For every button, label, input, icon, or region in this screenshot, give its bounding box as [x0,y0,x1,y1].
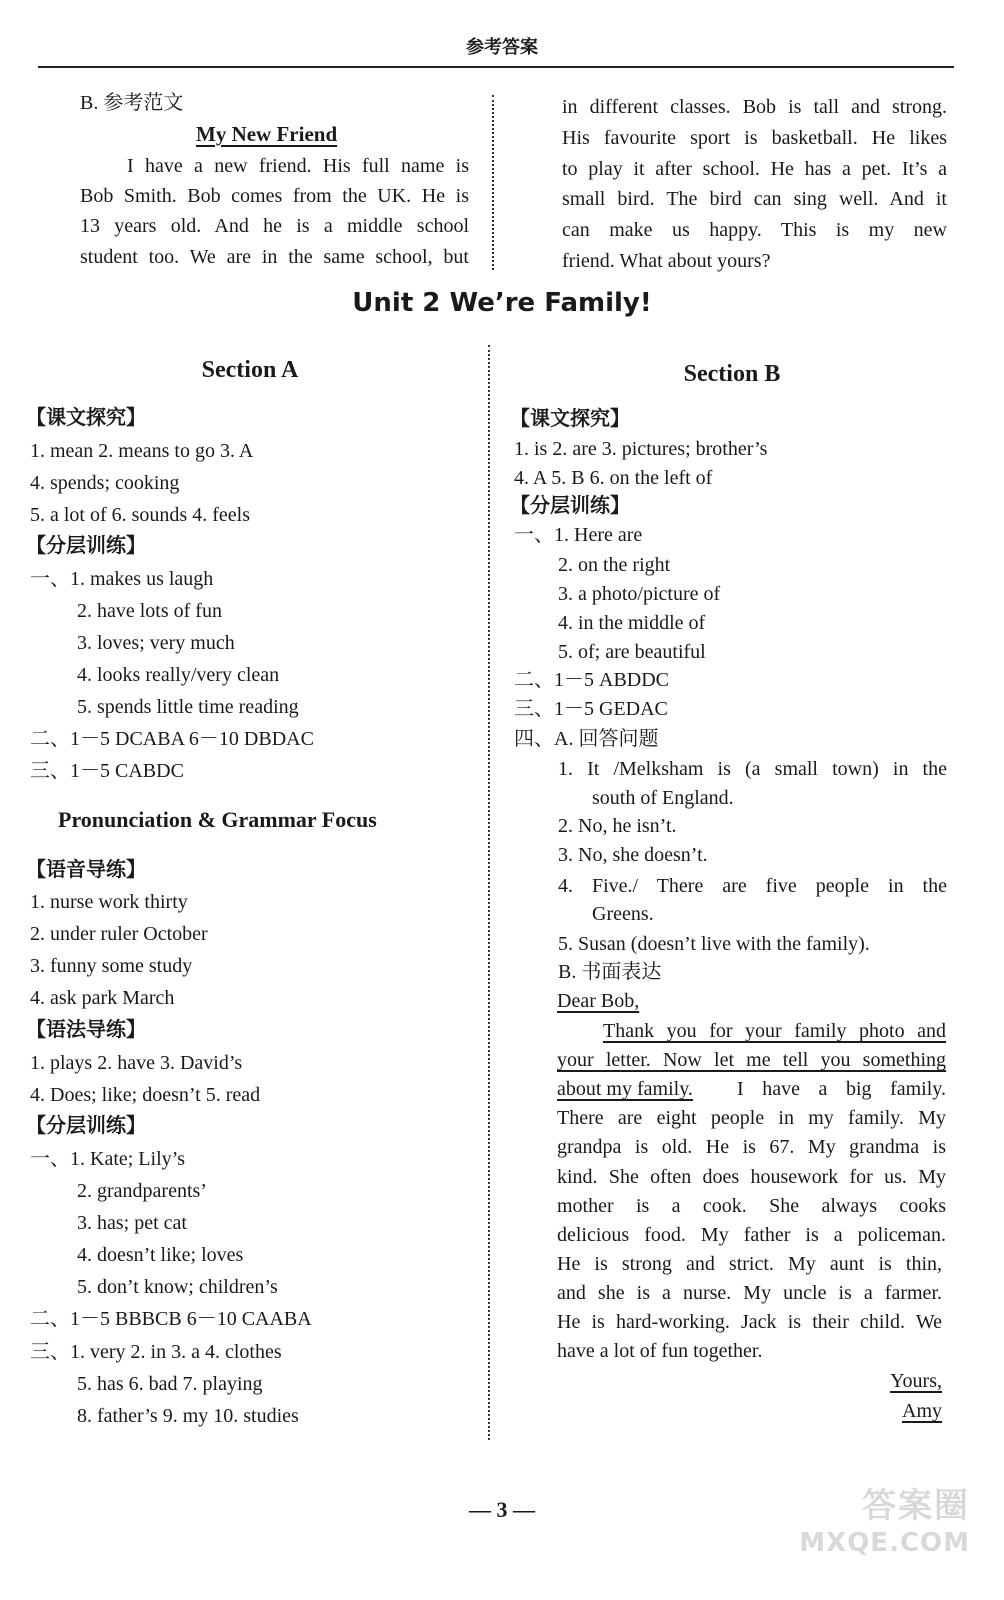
essay-line: in different classes. Bob is tall and strong. [562,96,947,118]
answer-line: 2. under ruler October [30,923,208,945]
essay-title: My New Friend [196,122,338,146]
letter-line: I have a big family. [737,1078,946,1100]
answer-line: 3. has; pet cat [77,1212,187,1234]
essay-line: can make us happy. This is my new [562,219,947,241]
essay-line: to play it after school. He has a pet. It’s a [562,158,947,180]
answer-line: 1. nurse work thirty [30,891,188,913]
answer-line: 5. spends little time reading [77,696,299,718]
answer-line: 二、1－5 ABDDC [514,669,670,691]
answer-line: 一、1. makes us laugh [30,568,214,590]
answer-line: 一、1. Kate; Lily’s [30,1148,185,1170]
header-rule [38,66,954,68]
pg-focus-heading: Pronunciation & Grammar Focus [58,807,377,832]
answer-line: 3. funny some study [30,955,193,977]
answer-line: 1. mean 2. means to go 3. A [30,440,254,462]
answer-line: south of England. [592,787,734,809]
letter-line: have a lot of fun together. [557,1340,763,1362]
column-divider-top [492,95,494,270]
letter-greeting: Dear Bob, [557,990,640,1012]
answer-line: 5. has 6. bad 7. playing [77,1373,263,1395]
letter-closing: Yours, [890,1370,942,1392]
essay-line: I have a new friend. His full name is [127,155,469,177]
essay-label: B. 参考范文 [80,92,184,114]
essay-line: Bob Smith. Bob comes from the UK. He is [80,185,469,207]
bracket-heading: 【课文探究】 [26,407,146,429]
letter-line: grandpa is old. He is 67. My grandma is [557,1136,946,1158]
essay-line: friend. What about yours? [562,250,771,272]
watermark-logo: 答案圈 [862,1486,970,1526]
letter-line: kind. She often does housework for us. My [557,1166,946,1188]
answer-line: 一、1. Here are [514,524,643,546]
answer-line: 4. spends; cooking [30,472,180,494]
answer-line: 三、1－5 GEDAC [514,698,668,720]
answer-line: 二、1－5 DCABA 6－10 DBDAC [30,728,314,750]
bracket-heading: 【课文探究】 [510,408,630,430]
letter-signature: Amy [902,1400,942,1422]
answer-line: 5. a lot of 6. sounds 4. feels [30,504,250,526]
answer-line: 2. on the right [558,554,671,576]
essay-line: small bird. The bird can sing well. And it [562,188,947,210]
letter-line: about my family. [557,1078,693,1100]
answer-line: 二、1－5 BBBCB 6－10 CAABA [30,1308,312,1330]
answer-line: 4. ask park March [30,987,175,1009]
letter-line: He is hard-working. Jack is their child. We [557,1311,942,1333]
answer-line: 4. A 5. B 6. on the left of [514,467,713,489]
bracket-heading: 【分层训练】 [26,535,146,557]
answer-line: 3. No, she doesn’t. [558,844,708,866]
bracket-heading: 【分层训练】 [510,495,630,517]
essay-line: student too. We are in the same school, but [80,246,469,268]
letter-line: He is strong and strict. My aunt is thin, [557,1253,942,1275]
answer-line: 2. grandparents’ [77,1180,207,1202]
answer-line: 三、1－5 CABDC [30,760,184,782]
answer-line: Greens. [592,903,654,925]
answer-line: 1. plays 2. have 3. David’s [30,1052,243,1074]
answer-line: B. 书面表达 [558,961,662,983]
answer-line: 4. Does; like; doesn’t 5. read [30,1084,261,1106]
bracket-heading: 【语音导练】 [26,859,146,881]
letter-line: your letter. Now let me tell you something [557,1049,946,1071]
answer-line: 3. a photo/picture of [558,583,721,605]
answer-line: 8. father’s 9. my 10. studies [77,1405,299,1427]
page-header-title: 参考答案 [466,37,538,58]
bracket-heading: 【语法导练】 [26,1019,146,1041]
essay-line: His favourite sport is basketball. He likes [562,127,947,149]
letter-line: There are eight people in my family. My [557,1107,946,1129]
bracket-heading: 【分层训练】 [26,1115,146,1137]
answer-line: 1. is 2. are 3. pictures; brother’s [514,438,768,460]
answer-line: 2. No, he isn’t. [558,815,677,837]
answer-line: 4. Five./ There are five people in the [558,875,947,897]
essay-line: 13 years old. And he is a middle school [80,215,469,237]
column-divider-main [488,345,490,1440]
answer-line: 4. looks really/very clean [77,664,280,686]
letter-line: and she is a nurse. My uncle is a farmer. [557,1282,942,1304]
section-b-heading: Section B [683,361,781,387]
answer-line: 5. of; are beautiful [558,641,706,663]
letter-line: mother is a cook. She always cooks [557,1195,946,1217]
answer-line: 三、1. very 2. in 3. a 4. clothes [30,1341,282,1363]
page-number: — 3 — [469,1497,535,1522]
answer-line: 四、A. 回答问题 [514,728,659,750]
answer-line: 5. don’t know; children’s [77,1276,278,1298]
answer-line: 5. Susan (doesn’t live with the family). [558,933,870,955]
letter-line: Thank you for your family photo and [603,1020,946,1042]
unit-title: Unit 2 We’re Family! [352,288,652,318]
letter-line: delicious food. My father is a policeman. [557,1224,946,1246]
answer-line: 1. It /Melksham is (a small town) in the [558,758,947,780]
answer-line: 4. in the middle of [558,612,706,634]
answer-line: 2. have lots of fun [77,600,222,622]
watermark-url: MXQE.COM [799,1528,970,1558]
answer-line: 3. loves; very much [77,632,235,654]
answer-line: 4. doesn’t like; loves [77,1244,244,1266]
section-a-heading: Section A [201,357,299,383]
